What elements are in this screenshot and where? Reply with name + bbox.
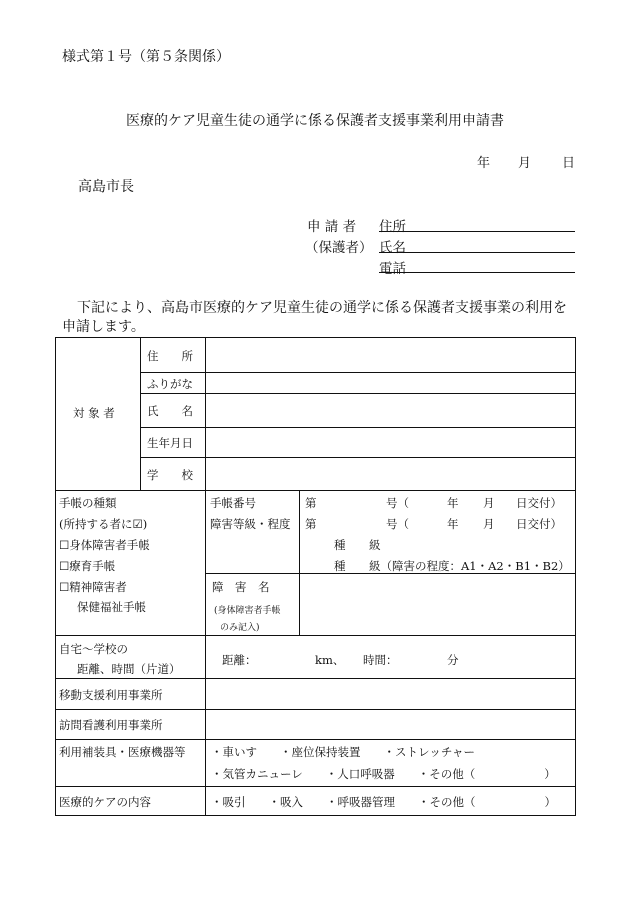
- care-options[interactable]: ・吸引 ・吸入 ・呼吸器管理 ・その他（ ）: [211, 795, 556, 809]
- form-number: 様式第１号（第５条関係）: [62, 49, 230, 65]
- subject-furigana-field[interactable]: [209, 374, 571, 392]
- applicant-address-field[interactable]: [379, 231, 575, 232]
- grade-detail: 級（障害の程度：A1・A2・B1・B2）: [369, 559, 570, 573]
- date-day-label: 日: [562, 156, 576, 171]
- name-label: 氏 名: [147, 404, 193, 418]
- mobility-office-label: 移動支援利用事業所: [59, 688, 163, 702]
- kind-label-1: 種: [334, 538, 346, 552]
- handbook-note: (所持する者に☑): [59, 517, 148, 531]
- km-label: km、: [315, 653, 345, 667]
- care-label: 医療的ケアの内容: [59, 795, 151, 809]
- equipment-options-2[interactable]: ・気管カニューレ ・人口呼吸器 ・その他（ ）: [211, 767, 556, 781]
- applicant-address-label: 住所: [379, 219, 406, 235]
- address-label: 住 所: [147, 349, 193, 363]
- minutes-label: 分: [447, 653, 459, 667]
- time-label: 時間：: [363, 653, 398, 667]
- mobility-office-field[interactable]: [209, 680, 571, 708]
- date-month-label: 月: [518, 156, 532, 171]
- applicant-name-field[interactable]: [379, 252, 575, 253]
- date-year-label: 年: [477, 156, 491, 171]
- nursing-office-label: 訪問看護利用事業所: [59, 718, 163, 732]
- handbook-rehab-checkbox[interactable]: ☐療育手帳: [59, 559, 116, 573]
- grade-year: 年: [447, 517, 459, 531]
- grade-label-1: 級: [369, 538, 381, 552]
- handbook-mental-checkbox[interactable]: ☐精神障害者: [59, 580, 127, 594]
- subject-name-field[interactable]: [209, 395, 571, 426]
- subject-school-field[interactable]: [209, 459, 571, 489]
- grade-issued: 日交付）: [516, 517, 562, 531]
- equipment-label: 利用補装具・医療機器等: [59, 745, 186, 759]
- subject-label: 対 象 者: [73, 406, 115, 420]
- applicant-phone-field[interactable]: [379, 272, 575, 273]
- grade-no-prefix: 第: [305, 517, 317, 531]
- commute-label-2: 距離、時間（片道）: [77, 662, 181, 676]
- handbook-no-prefix: 第: [305, 496, 317, 510]
- disability-name-label: 障 害 名: [212, 580, 270, 594]
- equipment-options-1[interactable]: ・車いす ・座位保持装置 ・ストレッチャー: [211, 745, 476, 759]
- subject-address-field[interactable]: [209, 339, 571, 371]
- handbook-no-suffix: 号（: [386, 496, 409, 510]
- furigana-label: ふりがな: [147, 377, 193, 391]
- handbook-year: 年: [447, 496, 459, 510]
- kind-label-2: 種: [334, 559, 346, 573]
- guardian-label: （保護者）: [305, 240, 373, 256]
- applicant-phone-label: 電話: [379, 261, 406, 277]
- handbook-month: 月: [483, 496, 495, 510]
- disability-name-field[interactable]: [303, 576, 573, 633]
- handbook-number-label: 手帳番号: [210, 496, 256, 510]
- commute-label-1: 自宅～学校の: [59, 642, 128, 656]
- handbook-mental-line2: 保健福祉手帳: [77, 600, 146, 614]
- intro-line-1: 下記により、高島市医療的ケア児童生徒の通学に係る保護者支援事業の利用を: [77, 300, 567, 316]
- nursing-office-field[interactable]: [209, 711, 571, 738]
- distance-label: 距離：: [222, 653, 257, 667]
- birthdate-label: 生年月日: [147, 436, 193, 450]
- school-label: 学 校: [147, 468, 193, 482]
- addressee: 高島市長: [78, 179, 134, 195]
- applicant-name-label: 氏名: [379, 240, 406, 256]
- handbook-physical-checkbox[interactable]: ☐身体障害者手帳: [59, 538, 150, 552]
- document-title: 医療的ケア児童生徒の通学に係る保護者支援事業利用申請書: [126, 113, 504, 129]
- disability-name-note-2: のみ記入): [220, 623, 260, 633]
- intro-line-2: 申請します。: [62, 319, 145, 335]
- handbook-issued: 日交付）: [516, 496, 562, 510]
- handbook-type-label: 手帳の種類: [59, 496, 117, 510]
- disability-grade-label: 障害等級・程度: [210, 517, 291, 531]
- subject-birthdate-field[interactable]: [209, 429, 571, 456]
- applicant-label: 申 請 者: [307, 219, 357, 235]
- grade-no-suffix: 号（: [386, 517, 409, 531]
- disability-name-note-1: (身体障害者手帳: [214, 606, 281, 616]
- grade-month: 月: [483, 517, 495, 531]
